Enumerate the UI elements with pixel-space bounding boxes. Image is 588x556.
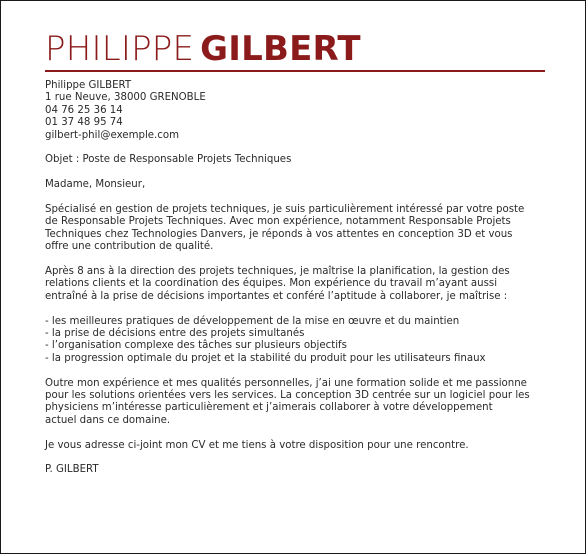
sender-name: Philippe GILBERT [45,80,132,91]
letter-header-name [45,29,361,69]
letter-signature: P. GILBERT [45,464,99,476]
last-name: GILBERT [200,29,361,69]
paragraph-line: Spécialisé en gestion de projets techniques, je suis particulièrement intéressé par votre poste [45,204,525,216]
paragraph-experience [45,266,545,303]
list-item: - la progression optimale du projet et la stabilité du produit pour les utilisateurs finaux [45,352,486,364]
paragraph-line: pour les solutions orientées vers les services. La conception 3D centrée sur un logiciel pour les [45,390,530,402]
sender-phone-1: 04 76 25 36 14 [45,104,123,116]
letter-body [45,80,545,477]
sender-phone-2: 01 37 48 95 74 [45,117,123,129]
paragraph-intro [45,204,545,254]
sender-block [45,80,545,142]
list-item: - la prise de décisions entre des projets simultanés [45,328,305,340]
list-item: - l’organisation complexe des tâches sur plusieurs objectifs [45,340,347,352]
paragraph-line: Techniques chez Technologies Danvers, je réponds à vos attentes en conception 3D et vous [45,228,513,240]
paragraph-line: entraîné à la prise de décisions importantes et conféré l’aptitude à collaborer, je maîtrise : [45,290,508,302]
skills-list [45,316,545,366]
first-name: PHILIPPE [45,29,195,69]
list-item: - les meilleures pratiques de développement de la mise en œuvre et du maintien [45,315,460,327]
sender-address: 1 rue Neuve, 38000 GRENOBLE [45,92,206,104]
sender-email: gilbert-phil@exemple.com [45,129,180,141]
paragraph-line: de Responsable Projets Techniques. Avec mon expérience, notamment Responsable Projets [45,216,511,228]
letter-subject: Objet : Poste de Responsable Projets Techniques [45,154,292,166]
header-divider [45,70,545,72]
paragraph-line: Outre mon expérience et mes qualités personnelles, j’ai une formation solide et me passionne [45,377,527,389]
letter-salutation: Madame, Monsieur, [45,179,146,191]
paragraph-line: relations clients et la coordination des équipes. Mon expérience du travail m’ayant aussi [45,278,498,290]
paragraph-line: physiciens m’intéresse particulièrement et j’aimerais collaborer à votre développement [45,402,493,414]
paragraph-line: Après 8 ans à la direction des projets techniques, je maîtrise la planification, la gestion des [45,266,510,278]
letter-closing: Je vous adresse ci-joint mon CV et me tiens à votre disposition pour une rencontre. [45,439,469,451]
paragraph-line: actuel dans ce domaine. [45,414,171,426]
paragraph-motivation [45,378,545,428]
paragraph-line: offre une contribution de qualité. [45,241,214,253]
